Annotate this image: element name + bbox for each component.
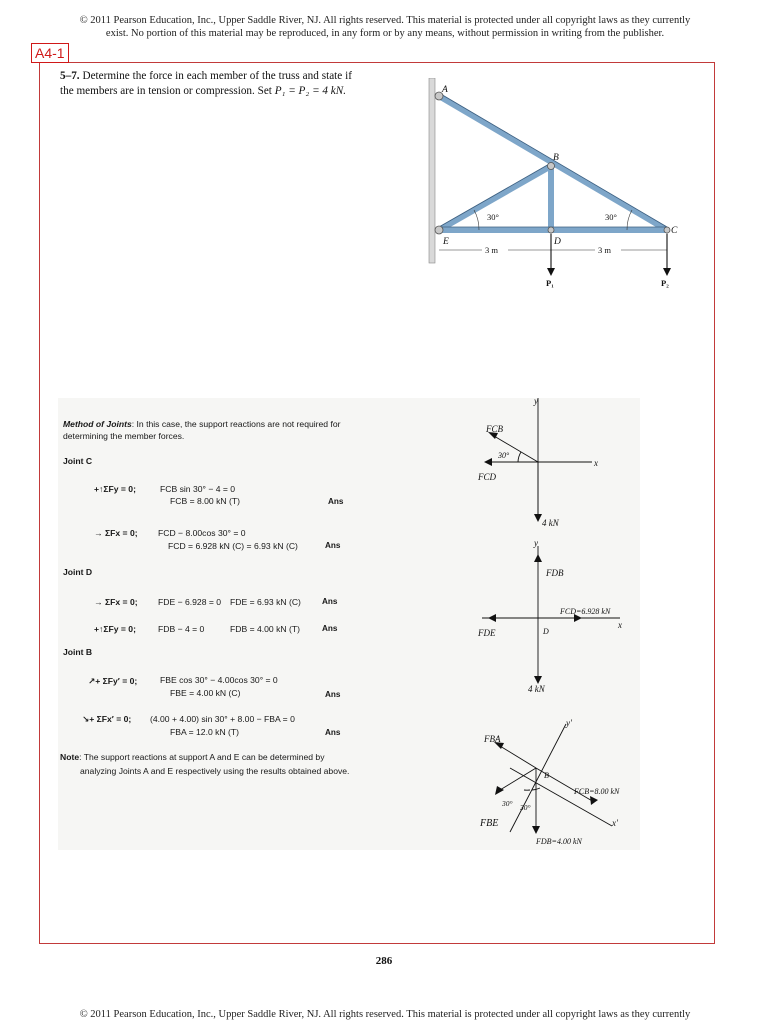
answer-mark: Ans — [322, 597, 338, 606]
fbd-b-label: B — [544, 771, 549, 780]
copyright-notice-top — [40, 14, 730, 40]
problem-statement — [60, 69, 352, 98]
fbd-d-fde: FDE — [478, 628, 496, 638]
method-intro-line2: determining the member forces. — [63, 431, 185, 441]
truss-diagram — [405, 78, 705, 298]
pin-d — [548, 227, 554, 233]
label-d: D — [554, 237, 561, 247]
problem-text: Determine the force in each member of the truss and state if the members are in tension or compression. Set — [60, 70, 352, 97]
angle-label-left: 30° — [487, 212, 499, 222]
fbd-b-y-axis: y′ — [566, 718, 572, 728]
answer-mark: Ans — [328, 497, 344, 506]
copyright-notice-bottom — [40, 1008, 730, 1021]
fbd-c-angle: 30° — [498, 451, 510, 460]
answer-mark: Ans — [325, 690, 341, 699]
fbd-b-fba: FBA — [484, 734, 501, 744]
label-c: C — [671, 226, 678, 236]
joint-d-result2: FDB = 4.00 kN (T) — [230, 624, 300, 634]
fbd-b-fdb: FDB=4.00 kN — [536, 837, 582, 846]
fbd-d-fdb: FDB — [546, 568, 564, 578]
label-a: A — [442, 85, 448, 95]
fbd-c-fcd: FCD — [478, 472, 496, 482]
problem-number: 5–7. — [60, 70, 80, 82]
joint-d-result1: FDE = 6.93 kN (C) — [230, 597, 301, 607]
joint-d-eq1-label: → ΣFx = 0; — [94, 597, 138, 607]
fbd-b-angle-1: 30° — [502, 799, 513, 808]
joint-b-eq1: FBE cos 30° − 4.00cos 30° = 0 — [160, 675, 278, 685]
joint-c-eq2-label: → ΣFx = 0; — [94, 528, 138, 538]
load-arrow-p2 — [663, 268, 671, 276]
load-arrow-p1 — [547, 268, 555, 276]
load-label-p1: P₁ — [546, 278, 554, 288]
fbd-d-fcd: FCD=6.928 kN — [560, 607, 611, 616]
note-text: : The support reactions at support A and E can be determined by — [79, 752, 325, 762]
joint-c-eq2: FCD − 8.00cos 30° = 0 — [158, 528, 246, 538]
fbd-c-fcb: FCB — [486, 424, 503, 434]
joint-b-eq2-label: ↘+ ΣFx′ = 0; — [82, 714, 132, 724]
joint-b-result1: FBE = 4.00 kN (C) — [170, 688, 241, 698]
dimension-left: 3 m — [485, 245, 498, 255]
answer-mark: Ans — [322, 624, 338, 633]
joint-b-heading: Joint B — [63, 647, 93, 657]
wall-support — [429, 78, 435, 263]
method-heading: Method of Joints — [63, 419, 132, 429]
fbd-c-load: 4 kN — [542, 518, 559, 528]
fbd-b-fbe: FBE — [480, 818, 499, 829]
fbd-d-x-axis: x — [618, 620, 622, 630]
fbd-joint-c — [470, 392, 630, 532]
note-heading: Note — [60, 752, 80, 762]
fbd-c-y-axis: y — [534, 396, 538, 406]
fbd-b-fcb: FCB=8.00 kN — [574, 787, 620, 796]
fbd-c-x-axis: x — [594, 458, 598, 468]
label-b: B — [553, 153, 559, 163]
pin-c — [664, 227, 670, 233]
load-label-p2: P₂ — [661, 278, 669, 288]
joint-c-result1: FCB = 8.00 kN (T) — [170, 496, 240, 506]
fbd-b-angle-2: 30° — [520, 803, 531, 812]
joint-d-heading: Joint D — [63, 567, 93, 577]
method-intro-text: : In this case, the support reactions are not required for — [131, 419, 341, 429]
note — [60, 752, 325, 762]
annotation-tag: A4-1 — [31, 43, 69, 63]
copyright-line-1: © 2011 Pearson Education, Inc., Upper Saddle River, NJ. All rights reserved. This material is protected under all copyright laws as they currently — [79, 15, 691, 26]
label-e: E — [443, 237, 449, 247]
fbd-d-label: D — [543, 627, 549, 636]
pin-e — [435, 226, 443, 234]
joint-c-heading: Joint C — [63, 456, 93, 466]
fbd-joint-b — [470, 706, 640, 846]
joint-b-eq1-label: ↗+ ΣFy′ = 0; — [88, 676, 138, 686]
joint-c-eq1: FCB sin 30° − 4 = 0 — [160, 484, 236, 494]
joint-d-eq1: FDE − 6.928 = 0 — [158, 597, 222, 607]
method-intro — [63, 419, 341, 429]
fbd-d-y-axis: y — [534, 538, 538, 548]
copyright-bottom-line: © 2011 Pearson Education, Inc., Upper Saddle River, NJ. All rights reserved. This material is protected under all copyright laws as they currently — [79, 1009, 691, 1020]
dimension-right: 3 m — [598, 245, 611, 255]
fbd-joint-d — [470, 536, 640, 696]
joint-c-eq1-label: +↑ΣFy = 0; — [94, 484, 136, 494]
angle-label-right: 30° — [605, 212, 617, 222]
joint-b-result2: FBA = 12.0 kN (T) — [170, 727, 240, 737]
problem-load-equation: P₁ = P₂ = 4 kN. — [274, 84, 347, 97]
joint-d-eq2: FDB − 4 = 0 — [158, 624, 205, 634]
answer-mark: Ans — [325, 541, 341, 550]
copyright-line-2: exist. No portion of this material may be reproduced, in any form or by any means, without permission in writing from the publisher. — [105, 28, 665, 39]
page-number: 286 — [375, 955, 393, 967]
joint-b-eq2: (4.00 + 4.00) sin 30° + 8.00 − FBA = 0 — [150, 714, 295, 724]
joint-d-eq2-label: +↑ΣFy = 0; — [94, 624, 136, 634]
pin-b — [548, 163, 555, 170]
answer-mark: Ans — [325, 728, 341, 737]
joint-c-result2: FCD = 6.928 kN (C) = 6.93 kN (C) — [168, 541, 298, 551]
note-line2: analyzing Joints A and E respectively using the results obtained above. — [80, 766, 350, 776]
fbd-b-x-axis: x′ — [612, 818, 618, 828]
fbd-d-load: 4 kN — [528, 684, 545, 694]
